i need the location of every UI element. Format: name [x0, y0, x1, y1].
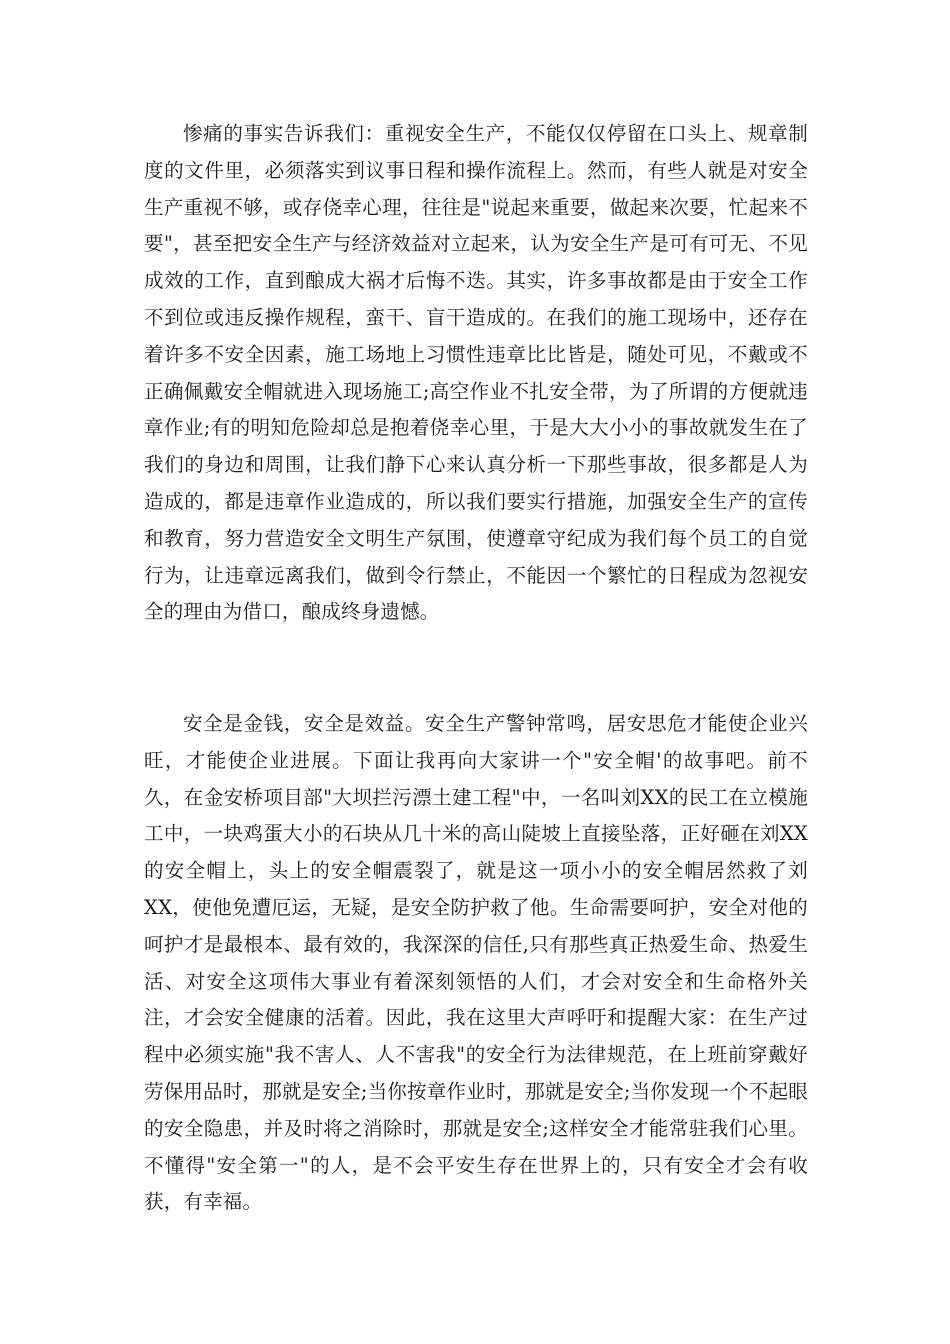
body-paragraph: 惨痛的事实告诉我们：重视安全生产，不能仅仅停留在口头上、规章制度的文件里，必须落实到议事日程和操作流程上。然而，有些人就是对安全生产重视不够，或存侥幸心理，往往是"说起来重要，做起来次要，忙起来不要"，甚至把安全生产与经济效益对立起来，认为安全生产是可有可无、不见成效的工作，直到酿成大祸才后悔不迭。其实，许多事故都是由于安全工作不到位或违反操作规程，蛮干、盲干造成的。在我们的施工现场中，还存在着许多不安全因素，施工场地上习惯性违章比比皆是，随处可见，不戴或不正确佩戴安全帽就进入现场施工;高空作业不扎安全带，为了所谓的方便就违章作业;有的明知危险却总是抱着侥幸心里，于是大大小小的事故就发生在了我们的身边和周围，让我们静下心来认真分析一下那些事故，很多都是人为造成的，都是违章作业造成的，所以我们要实行措施，加强安全生产的宣传和教育，努力营造安全文明生产氛围，使遵章守纪成为我们每个员工的自觉行为，让违章远离我们，做到令行禁止，不能因一个繁忙的日程成为忽视安全的理由为借口，酿成终身遗憾。 [144, 122, 808, 624]
body-paragraph: 安全是金钱，安全是效益。安全生产警钟常鸣，居安思危才能使企业兴旺，才能使企业进展。下面让我再向大家讲一个"安全帽'的故事吧。前不久，在金安桥项目部"大坝拦污漂土建工程"中，一名叫刘XX的民工在立模施工中，一块鸡蛋大小的石块从几十米的高山陡坡上直接坠落，正好砸在刘XX的安全帽上，头上的安全帽震裂了，就是这一项小小的安全帽居然救了刘XX，使他免遭厄运，无疑，是安全防护救了他。生命需要呵护，安全对他的呵护才是最根本、最有效的，我深深的信任,只有那些真正热爱生命、热爱生活、对安全这项伟大事业有着深刻领悟的人们，才会对安全和生命格外关注，才会安全健康的活着。因此，我在这里大声呼吁和提醒大家：在生产过程中必须实施"我不害人、人不害我"的安全行为法律规范，在上班前穿戴好劳保用品时，那就是安全;当你按章作业时，那就是安全;当你发现一个不起眼的安全隐患，并及时将之消除时，那就是安全;这样安全才能常驻我们心里。不懂得"安全第一"的人，是不会平安生存在世界上的，只有安全才会有收获，有幸福。 [144, 712, 808, 1214]
